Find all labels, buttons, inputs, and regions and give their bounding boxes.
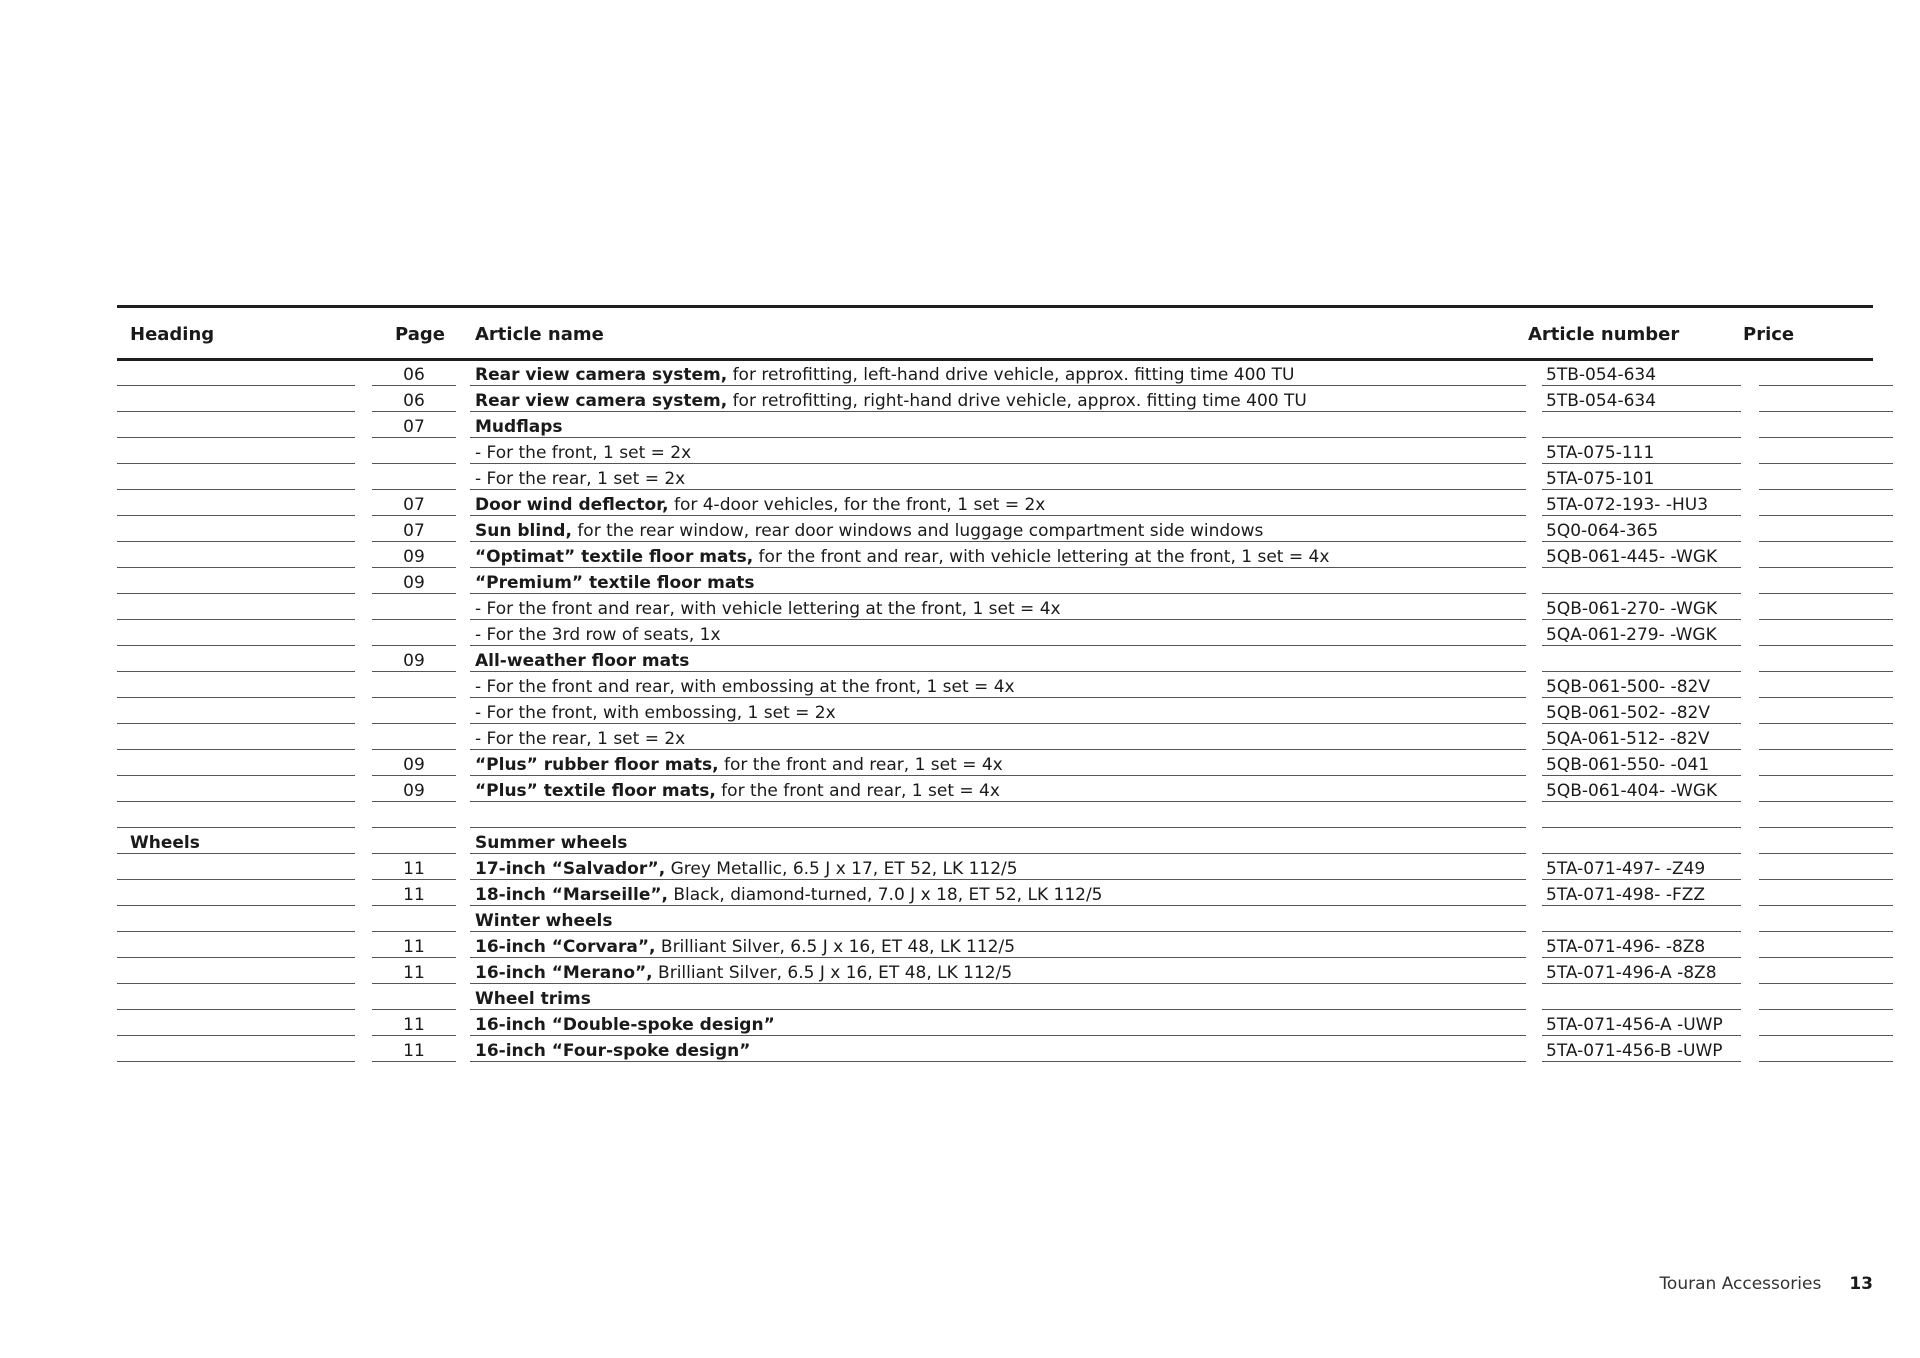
cell-page: 11 [372, 1011, 456, 1036]
cell-article-number [1542, 673, 1741, 698]
heading-text [117, 599, 130, 619]
table-row [117, 439, 1873, 465]
cell-heading [117, 413, 355, 438]
cell-page: 11 [372, 881, 456, 906]
article-number-text: 5QA-061-512- -82V [1546, 729, 1710, 749]
accessories-table [117, 305, 1873, 1063]
heading-text [117, 573, 130, 593]
cell-article-number [1542, 1011, 1741, 1036]
cell-article-number [1542, 647, 1741, 672]
column-header-heading: Heading [130, 324, 215, 345]
table-row [117, 725, 1873, 751]
cell-price [1759, 803, 1893, 828]
table-row [117, 621, 1873, 647]
article-name-bold: Sun blind, [475, 521, 572, 541]
cell-price [1759, 387, 1893, 412]
article-name-bold: “Plus” textile floor mats, [475, 781, 716, 801]
cell-article-number [1542, 387, 1741, 412]
article-name-detail: Brilliant Silver, 6.5 J x 16, ET 48, LK 112/5 [655, 937, 1016, 957]
cell-heading [117, 569, 355, 594]
cell-article-name [470, 751, 1526, 776]
article-name-detail: for the front and rear, with vehicle lettering at the front, 1 set = 4x [753, 547, 1330, 567]
article-number-text [1542, 989, 1546, 1009]
cell-article-number [1542, 517, 1741, 542]
article-name-detail: - For the rear, 1 set = 2x [475, 729, 686, 749]
cell-page: 11 [372, 959, 456, 984]
article-number-text: 5TA-075-111 [1546, 443, 1655, 463]
cell-page [372, 595, 456, 620]
cell-page: 09 [372, 569, 456, 594]
cell-article-name [470, 1011, 1526, 1036]
cell-price [1759, 699, 1893, 724]
table-row [117, 881, 1873, 907]
article-name-detail: for the rear window, rear door windows and luggage compartment side windows [571, 521, 1264, 541]
cell-page: 07 [372, 517, 456, 542]
table-row [117, 491, 1873, 517]
table-row [117, 647, 1873, 673]
cell-article-number [1542, 829, 1741, 854]
cell-article-number [1542, 699, 1741, 724]
cell-article-name [470, 673, 1526, 698]
table-row [117, 413, 1873, 439]
cell-article-name [470, 959, 1526, 984]
article-name-bold: 16-inch “Double-spoke design” [475, 1015, 775, 1035]
cell-page [372, 699, 456, 724]
cell-price [1759, 1011, 1893, 1036]
cell-page [372, 725, 456, 750]
article-name-bold: “Premium” textile floor mats [475, 573, 755, 593]
page-footer [1659, 1274, 1873, 1294]
cell-heading [117, 855, 355, 880]
article-number-text [1542, 807, 1546, 827]
article-name-bold: 16-inch “Four-spoke design” [475, 1041, 751, 1061]
article-name-bold: Mudflaps [475, 417, 563, 437]
article-name-detail: for 4-door vehicles, for the front, 1 set = 2x [668, 495, 1046, 515]
table-row [117, 361, 1873, 387]
cell-page [372, 829, 456, 854]
cell-page [372, 907, 456, 932]
article-number-text: 5TA-071-498- -FZZ [1546, 885, 1706, 905]
cell-article-number [1542, 465, 1741, 490]
cell-article-number [1542, 413, 1741, 438]
heading-text [117, 677, 130, 697]
page-number: 13 [1849, 1274, 1873, 1294]
article-number-text: 5TA-071-456-A -UWP [1546, 1015, 1723, 1035]
table-row [117, 985, 1873, 1011]
article-number-text: 5TA-075-101 [1546, 469, 1655, 489]
article-name-bold: “Optimat” textile floor mats, [475, 547, 754, 567]
table-row [117, 569, 1873, 595]
cell-article-number [1542, 491, 1741, 516]
cell-price [1759, 439, 1893, 464]
heading-text [117, 859, 130, 879]
cell-price [1759, 569, 1893, 594]
cell-heading [117, 673, 355, 698]
heading-text [117, 443, 130, 463]
column-header-article-name: Article name [475, 324, 604, 345]
cell-heading [117, 725, 355, 750]
cell-page: 11 [372, 1037, 456, 1062]
cell-article-name [470, 881, 1526, 906]
cell-heading [117, 829, 355, 854]
cell-heading [117, 595, 355, 620]
footer-title: Touran Accessories [1659, 1274, 1822, 1294]
article-name-bold: 16-inch “Corvara”, [475, 937, 656, 957]
cell-article-name [470, 517, 1526, 542]
heading-text [117, 365, 130, 385]
heading-text [117, 469, 130, 489]
article-name-detail: - For the front and rear, with vehicle lettering at the front, 1 set = 4x [475, 599, 1061, 619]
heading-text [117, 755, 130, 775]
cell-price [1759, 985, 1893, 1010]
heading-text [117, 807, 130, 827]
heading-text [117, 1041, 130, 1061]
cell-article-name [470, 361, 1526, 386]
cell-heading [117, 699, 355, 724]
table-body [117, 361, 1873, 1063]
article-name-bold: Summer wheels [475, 833, 628, 853]
cell-page: 06 [372, 361, 456, 386]
article-name-detail: for retrofitting, right-hand drive vehicle, approx. fitting time 400 TU [727, 391, 1307, 411]
article-name-detail: Brilliant Silver, 6.5 J x 16, ET 48, LK 112/5 [652, 963, 1013, 983]
table-row [117, 803, 1873, 829]
cell-heading [117, 777, 355, 802]
cell-article-name [470, 829, 1526, 854]
heading-text [117, 547, 130, 567]
cell-article-name [470, 985, 1526, 1010]
cell-price [1759, 647, 1893, 672]
article-number-text: 5QB-061-404- -WGK [1546, 781, 1718, 801]
cell-page: 11 [372, 933, 456, 958]
article-number-text [1542, 911, 1546, 931]
cell-heading [117, 985, 355, 1010]
cell-article-name [470, 569, 1526, 594]
cell-article-name [470, 621, 1526, 646]
cell-heading [117, 751, 355, 776]
cell-price [1759, 959, 1893, 984]
article-number-text: 5TA-071-456-B -UWP [1546, 1041, 1723, 1061]
article-name-bold: “Plus” rubber floor mats, [475, 755, 719, 775]
table-row [117, 387, 1873, 413]
column-header-price: Price [1743, 324, 1795, 345]
table-row [117, 777, 1873, 803]
article-name-detail: - For the rear, 1 set = 2x [475, 469, 686, 489]
cell-price [1759, 361, 1893, 386]
cell-price [1759, 933, 1893, 958]
heading-text [117, 989, 130, 1009]
article-name-detail: for the front and rear, 1 set = 4x [715, 781, 1000, 801]
cell-price [1759, 517, 1893, 542]
article-number-text: 5TB-054-634 [1546, 391, 1657, 411]
article-name-bold: Door wind deflector, [475, 495, 669, 515]
article-number-text: 5TA-071-496-A -8Z8 [1546, 963, 1717, 983]
cell-page: 07 [372, 413, 456, 438]
cell-article-number [1542, 907, 1741, 932]
heading-text [117, 391, 130, 411]
cell-article-number [1542, 881, 1741, 906]
cell-price [1759, 465, 1893, 490]
cell-heading [117, 387, 355, 412]
article-number-text: 5QB-061-500- -82V [1546, 677, 1710, 697]
cell-article-name [470, 699, 1526, 724]
table-row [117, 959, 1873, 985]
cell-price [1759, 491, 1893, 516]
cell-article-name [470, 465, 1526, 490]
cell-page: 11 [372, 855, 456, 880]
cell-price [1759, 907, 1893, 932]
cell-article-name [470, 1037, 1526, 1062]
cell-price [1759, 751, 1893, 776]
article-name-bold: Rear view camera system, [475, 365, 728, 385]
cell-article-number [1542, 855, 1741, 880]
cell-price [1759, 829, 1893, 854]
cell-price [1759, 855, 1893, 880]
cell-article-number [1542, 569, 1741, 594]
cell-page [372, 673, 456, 698]
article-number-text [1542, 573, 1546, 593]
heading-text [117, 781, 130, 801]
article-number-text [1542, 651, 1546, 671]
cell-article-name [470, 543, 1526, 568]
cell-price [1759, 595, 1893, 620]
cell-page [372, 465, 456, 490]
article-number-text: 5TA-072-193- -HU3 [1546, 495, 1709, 515]
cell-heading [117, 1037, 355, 1062]
cell-page: 09 [372, 777, 456, 802]
article-name-detail: for the front and rear, 1 set = 4x [718, 755, 1003, 775]
cell-article-name [470, 933, 1526, 958]
article-number-text: 5QB-061-445- -WGK [1546, 547, 1718, 567]
table-row [117, 543, 1873, 569]
table-row [117, 933, 1873, 959]
cell-page: 06 [372, 387, 456, 412]
cell-heading [117, 907, 355, 932]
heading-text [117, 963, 130, 983]
cell-article-number [1542, 751, 1741, 776]
heading-text [117, 521, 130, 541]
cell-article-number [1542, 1037, 1741, 1062]
cell-article-number [1542, 803, 1741, 828]
cell-page [372, 985, 456, 1010]
article-number-text: 5QB-061-270- -WGK [1546, 599, 1718, 619]
cell-article-name [470, 803, 1526, 828]
cell-heading [117, 543, 355, 568]
heading-text [117, 417, 130, 437]
cell-page [372, 621, 456, 646]
cell-article-number [1542, 621, 1741, 646]
table-row [117, 751, 1873, 777]
cell-heading [117, 933, 355, 958]
cell-heading [117, 959, 355, 984]
cell-price [1759, 725, 1893, 750]
table-row [117, 595, 1873, 621]
cell-article-number [1542, 985, 1741, 1010]
article-number-text [1542, 417, 1546, 437]
table-row [117, 465, 1873, 491]
cell-heading [117, 1011, 355, 1036]
cell-article-name [470, 595, 1526, 620]
cell-price [1759, 777, 1893, 802]
cell-article-number [1542, 439, 1741, 464]
article-name-bold: 17-inch “Salvador”, [475, 859, 666, 879]
article-number-text: 5TA-071-496- -8Z8 [1546, 937, 1706, 957]
cell-heading [117, 517, 355, 542]
cell-article-name [470, 491, 1526, 516]
article-name-detail: Black, diamond-turned, 7.0 J x 18, ET 52, LK 112/5 [667, 885, 1103, 905]
table-row [117, 699, 1873, 725]
cell-article-name [470, 725, 1526, 750]
article-name-bold: Winter wheels [475, 911, 613, 931]
cell-article-name [470, 439, 1526, 464]
article-number-text: 5QB-061-550- -041 [1546, 755, 1710, 775]
cell-heading [117, 647, 355, 672]
cell-heading [117, 439, 355, 464]
article-number-text: 5TB-054-634 [1546, 365, 1657, 385]
cell-heading [117, 881, 355, 906]
cell-article-name [470, 777, 1526, 802]
cell-price [1759, 1037, 1893, 1062]
cell-price [1759, 621, 1893, 646]
cell-heading [117, 361, 355, 386]
cell-article-number [1542, 959, 1741, 984]
cell-page: 09 [372, 647, 456, 672]
cell-page [372, 803, 456, 828]
heading-text [117, 703, 130, 723]
column-header-page: Page [395, 324, 445, 345]
cell-article-name [470, 387, 1526, 412]
cell-price [1759, 881, 1893, 906]
article-number-text: 5TA-071-497- -Z49 [1546, 859, 1706, 879]
cell-article-number [1542, 543, 1741, 568]
article-name-detail: - For the front and rear, with embossing at the front, 1 set = 4x [475, 677, 1015, 697]
cell-page: 09 [372, 751, 456, 776]
cell-heading [117, 491, 355, 516]
article-name-bold: Rear view camera system, [475, 391, 728, 411]
heading-text [117, 911, 130, 931]
cell-heading [117, 621, 355, 646]
cell-article-name [470, 855, 1526, 880]
heading-text [117, 1015, 130, 1035]
cell-article-number [1542, 725, 1741, 750]
cell-price [1759, 673, 1893, 698]
cell-page: 07 [372, 491, 456, 516]
cell-article-name [470, 413, 1526, 438]
article-name-bold: 16-inch “Merano”, [475, 963, 653, 983]
cell-article-number [1542, 361, 1741, 386]
table-row [117, 907, 1873, 933]
table-row [117, 829, 1873, 855]
table-header [117, 308, 1873, 361]
heading-text [117, 937, 130, 957]
article-name-detail: - For the front, 1 set = 2x [475, 443, 692, 463]
cell-heading [117, 465, 355, 490]
cell-article-number [1542, 777, 1741, 802]
heading-text [117, 885, 130, 905]
cell-price [1759, 543, 1893, 568]
cell-page: 09 [372, 543, 456, 568]
article-name-detail: - For the front, with embossing, 1 set = 2x [475, 703, 836, 723]
heading-text [117, 495, 130, 515]
article-name-detail: for retrofitting, left-hand drive vehicle, approx. fitting time 400 TU [727, 365, 1295, 385]
table-row [117, 1037, 1873, 1063]
cell-article-number [1542, 595, 1741, 620]
cell-price [1759, 413, 1893, 438]
article-name-bold: 18-inch “Marseille”, [475, 885, 668, 905]
article-number-text: 5QA-061-279- -WGK [1546, 625, 1717, 645]
article-number-text: 5QB-061-502- -82V [1546, 703, 1710, 723]
table-row [117, 1011, 1873, 1037]
cell-page [372, 439, 456, 464]
article-name-bold: Wheel trims [475, 989, 591, 1009]
column-header-article-number: Article number [1528, 324, 1680, 345]
article-number-text [1542, 833, 1546, 853]
cell-article-name [470, 907, 1526, 932]
heading-text [117, 651, 130, 671]
table-row [117, 517, 1873, 543]
table-row [117, 855, 1873, 881]
table-row [117, 673, 1873, 699]
cell-heading [117, 803, 355, 828]
article-name-bold: All-weather floor mats [475, 651, 690, 671]
article-name-detail: Grey Metallic, 6.5 J x 17, ET 52, LK 112/5 [665, 859, 1018, 879]
article-number-text: 5Q0-064-365 [1546, 521, 1659, 541]
cell-article-name [470, 647, 1526, 672]
cell-article-number [1542, 933, 1741, 958]
heading-text: Wheels [130, 833, 200, 853]
article-name-detail: - For the 3rd row of seats, 1x [475, 625, 721, 645]
heading-text [117, 729, 130, 749]
heading-text [117, 625, 130, 645]
